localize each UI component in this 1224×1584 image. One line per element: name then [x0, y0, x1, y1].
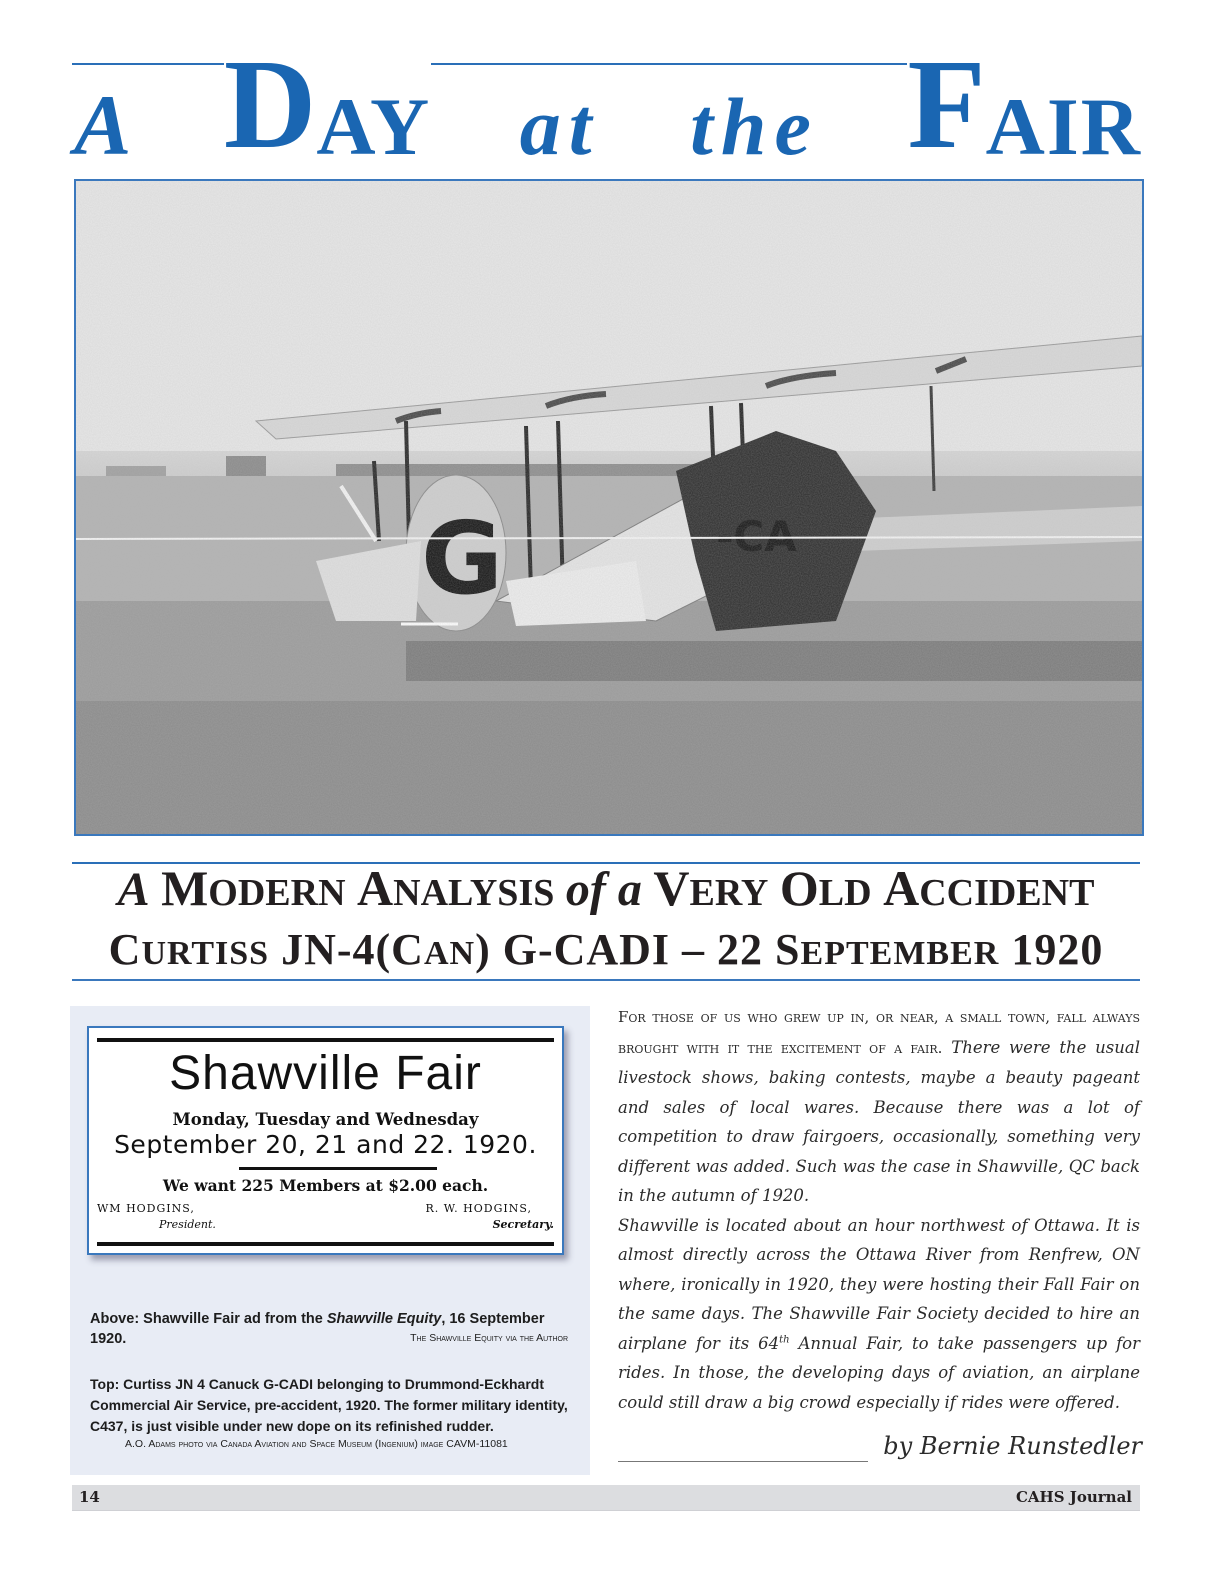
title-fair-rest: AIR — [985, 81, 1142, 172]
sub1-m-cap: M — [161, 860, 209, 916]
ad-president-role: President. — [159, 1218, 216, 1231]
article-body — [618, 1002, 1140, 1417]
ad-president-name: WM HODGINS, — [97, 1202, 195, 1215]
newspaper-ad — [87, 1026, 564, 1255]
journal-name: CAHS Journal — [1015, 1488, 1132, 1506]
sub2-s-cap: S — [775, 925, 801, 974]
title-fair-cap: F — [907, 33, 986, 175]
sub2-jn: JN-4( — [281, 925, 392, 974]
byline: by Bernie Runstedler — [883, 1432, 1142, 1460]
ad-secretary-name: R. W. HODGINS, — [425, 1202, 532, 1215]
subtitle-rule-bottom — [72, 979, 1140, 981]
ad-rule-top — [97, 1038, 554, 1042]
title-word-a: A — [72, 82, 137, 168]
article-paragraph-2 — [618, 1211, 1140, 1418]
ad-rule-mid — [239, 1167, 437, 1170]
sidebar-box — [70, 1006, 590, 1475]
sub1-v-rest: ERY — [689, 872, 769, 914]
page-number: 14 — [79, 1488, 100, 1506]
title-word-fair — [907, 33, 1142, 175]
page-footer — [72, 1485, 1140, 1511]
biplane-photo-illustration — [76, 181, 1142, 834]
sub1-o-cap: O — [779, 860, 819, 916]
sub1-m-rest: ODERN — [208, 872, 346, 914]
byline-rule — [618, 1461, 868, 1462]
sub1-ac-cap: A — [883, 860, 920, 916]
sub1-a: A — [117, 863, 150, 916]
ad-dates: September 20, 21 and 22. 1920. — [114, 1130, 537, 1159]
article-paragraph-1 — [618, 1002, 1140, 1211]
sub2-close: ) — [475, 925, 491, 974]
page-title — [72, 33, 1142, 175]
sub1-o-rest: LD — [818, 872, 872, 914]
caption-ad-prefix: Above: Shawville Fair ad from the — [90, 1311, 327, 1327]
sub2-c-cap: C — [108, 925, 142, 974]
article-lead: For those of us who grew up in, or near, a small town, fall always brought with it the excitement of a fair. — [618, 1008, 1140, 1057]
sub1-an-rest: NALYSIS — [393, 872, 555, 914]
ad-rule-bottom — [97, 1242, 554, 1246]
title-word-day — [223, 33, 432, 175]
sub1-ac-rest: CCIDENT — [919, 872, 1095, 914]
sub2-reg: G-CADI – 22 — [502, 925, 764, 974]
sub1-an-cap: A — [357, 860, 394, 916]
article-para2-sup: th — [779, 1334, 790, 1345]
caption-ad-italic: Shawville Equity — [326, 1311, 442, 1327]
caption-ad-suffix: , 16 September 1920. — [90, 1311, 545, 1347]
credit-photo: A.O. Adams photo via Canada Aviation and Space Museum (Ingenium) image CAVM-11081 — [125, 1438, 508, 1450]
subtitle-line-1 — [72, 858, 1140, 923]
article-para2-a: Shawville is located about an hour northwest of Ottawa. It is almost directly across the Ottawa River from Renfrew, ON where, ironically in 1920, they were hosting their Fall Fair on the same days. The Shawville Fair Society decided to hire an airplane for its 64 — [618, 1215, 1140, 1353]
sub2-c-rest: URTISS — [141, 935, 270, 972]
sub1-v-cap: V — [653, 860, 690, 916]
sub2-s-rest: EPTEMBER — [800, 935, 1000, 972]
article-para2-b: Annual Fair, to take passengers up for rides. In those, the developing days of aviation, an airplane could still draw a big crowd especially if rides were offered. — [618, 1333, 1140, 1412]
sub2-can-cap: C — [391, 925, 424, 974]
credit-ad: The Shawville Equity via the Author — [410, 1332, 568, 1344]
sub2-year: 1920 — [1011, 925, 1104, 974]
ad-title: Shawville Fair — [169, 1047, 482, 1100]
title-day-rest: AY — [316, 81, 432, 172]
ad-secretary-role: Secretary. — [492, 1218, 554, 1231]
title-word-at: at — [519, 81, 600, 172]
hero-photo — [74, 179, 1144, 836]
subtitle-line-2 — [72, 922, 1140, 982]
ad-want: We want 225 Members at $2.00 each. — [162, 1176, 489, 1195]
title-day-cap: D — [223, 33, 317, 175]
sub2-can-rest: AN — [423, 935, 476, 972]
caption-photo: Top: Curtiss JN 4 Canuck G-CADI belonging to Drummond-Eckhardt Commercial Air Service, pre-accident, 1920. The former military identity, C437, is just visible under new dope on its refinished rudder. — [90, 1376, 568, 1434]
article-para1-rest: There were the usual livestock shows, baking contests, maybe a beauty pageant and sales of local wares. Because there was a lot of competition to draw fairgoers, occasionally, something very different was added. Such was the case in Shawville, QC back in the autumn of 1920. — [618, 1037, 1140, 1205]
sub1-of-a: of a — [565, 863, 642, 916]
title-word-the: the — [690, 81, 819, 172]
ad-days: Monday, Tuesday and Wednesday — [172, 1110, 479, 1129]
